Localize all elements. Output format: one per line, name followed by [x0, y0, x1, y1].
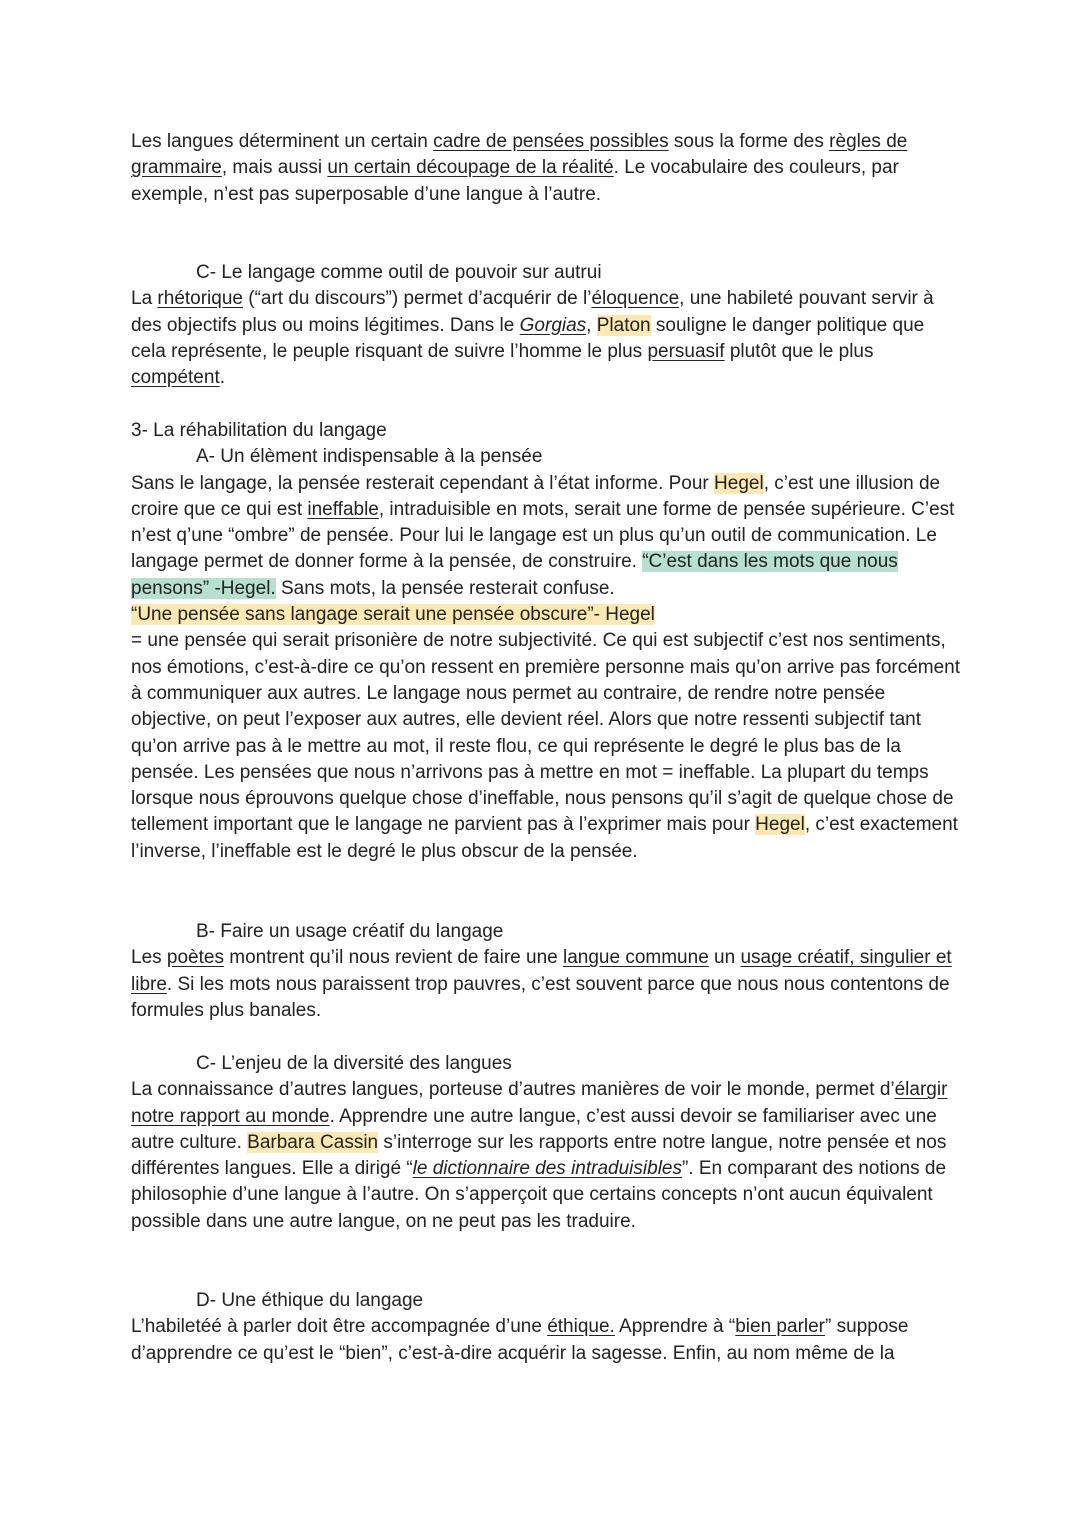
text-run: La connaissance d’autres langues, porteuse d’autres manières de voir le monde, permet d’ [131, 1079, 895, 1101]
section-3a-text [131, 471, 961, 602]
text-run: Les langues déterminent un certain [131, 131, 434, 152]
text-run: souligne le danger politique que cela représente, le peuple risquant de suivre l’homme le plus [131, 314, 925, 362]
section-2c-text [131, 286, 961, 391]
text-run: , une habileté pouvant servir à des objectifs plus ou moins légitimes. Dans le [131, 288, 934, 336]
text-run: Sans mots, la pensée resterait confuse. [275, 577, 615, 599]
section-3c-text [131, 1077, 961, 1235]
section-heading: C- L’enjeu de la diversité des langues [196, 1053, 512, 1074]
text-run: , mais aussi [221, 157, 328, 179]
underlined-term: poètes [166, 947, 224, 969]
underlined-term: rhétorique [157, 288, 243, 310]
section-3a-explanation [131, 628, 961, 865]
section-3b [131, 919, 961, 1024]
underlined-term: bien parler [735, 1316, 826, 1338]
text-run: , [586, 314, 597, 336]
intro-text [131, 129, 961, 208]
underlined-term: un certain découpage de la réalité [327, 157, 614, 179]
highlighted-name: Platon [596, 314, 651, 336]
highlighted-quote: “Une pensée sans langage serait une pensée obscure”- Hegel [131, 604, 655, 626]
section-3 [131, 418, 961, 865]
text-run: plutôt que le plus [724, 340, 874, 362]
underlined-term: cadre de pensées possibles [433, 131, 669, 152]
highlighted-name: Barbara Cassin [247, 1131, 379, 1153]
text-run: montrent qu’il nous revient de faire une [223, 947, 563, 969]
underlined-term: usage créatif, singulier et libre [131, 947, 952, 995]
text-run: La [131, 288, 158, 310]
underlined-term: règles de grammaire [131, 131, 908, 179]
section-heading: C- Le langage comme outil de pouvoir sur autrui [196, 262, 602, 283]
underlined-term: langue commune [563, 947, 709, 969]
intro-paragraph [131, 129, 961, 208]
text-run: Apprendre à “ [614, 1316, 736, 1338]
text-run: un [708, 947, 741, 969]
text-run: s’interroge sur les rapports entre notre langue, notre pensée et nos différentes langues. Elle a dirigé “ [131, 1131, 947, 1180]
text-run: Les [131, 947, 167, 969]
underlined-term: ineffable [307, 498, 379, 520]
section-3d [131, 1288, 961, 1367]
text-run: , c’est exactement l’inverse, l’ineffable est le degré le plus obscur de la pensée. [131, 814, 958, 862]
chapter-heading: 3- La réhabilitation du langage [131, 420, 387, 441]
section-heading: B- Faire un usage créatif du langage [196, 921, 504, 942]
highlighted-name: Hegel [755, 814, 805, 836]
text-run: . [219, 367, 226, 389]
text-run: . Le vocabulaire des couleurs, par exemple, n’est pas superposable d’une langue à l’autre. [131, 157, 899, 205]
text-run: Sans le langage, la pensée resterait cependant à l’état informe. Pour [131, 472, 715, 494]
text-run: (“art du discours”) permet d’acquérir de l’ [242, 288, 592, 310]
book-title: le dictionnaire des intraduisibles [412, 1158, 682, 1180]
text-run: , c’est une illusion de croire que ce qui est [131, 472, 941, 520]
text-run: sous la forme des [668, 131, 830, 152]
underlined-term: éthique. [547, 1316, 615, 1338]
book-title: Gorgias [519, 314, 587, 336]
section-3c [131, 1051, 961, 1235]
text-run: ” suppose d’apprendre ce qu’est le “bien”, c’est-à-dire acquérir la sagesse. Enfin, au nom même de la [131, 1316, 909, 1364]
section-heading: A- Un élèment indispensable à la pensée [196, 446, 543, 468]
text-run: ”. En comparant des notions de philosophie d’une langue à l’autre. On s’apperçoit que certains concepts n’ont aucun équivalent possible dans une autre langue, on ne peut pas les traduire. [131, 1158, 947, 1232]
section-3d-text [131, 1314, 961, 1367]
section-3b-text [131, 945, 961, 1024]
quote-line [131, 602, 961, 628]
text-run: . Si les mots nous paraissent trop pauvres, c’est souvent parce que nous nous contentons de formules plus banales. [131, 973, 950, 1021]
text-run: = une pensée qui serait prisonière de notre subjectivité. Ce qui est subjectif c’est nos sentiments, nos émotions, c’est-à-dire ce qu’on ressent en première personne mais qu’on arrive pas forcément à communiquer aux autres. Le langage nous permet au contraire, de rendre notre pensée objective, on peut l’exposer aux autres, elle devient réel. Alors que notre ressenti subjectif tant qu’on arrive pas à le mettre au mot, il reste flou, ce qui représente le degré le plus bas de la pensée. Les pensées que nous n’arrivons pas à mettre en mot = ineffable. La plupart du temps lorsque nous éprouvons quelque chose d’ineffable, nous pensons qu’il s’agit de quelque chose de tellement important que le langage ne parvient pas à l’exprimer mais pour [131, 630, 961, 836]
highlighted-quote: “C’est dans les mots que nous pensons” -Hegel. [131, 551, 898, 599]
text-run: , intraduisible en mots, serait une forme de pensée supérieure. C’est n’est q’une “ombre” de pensée. Pour lui le langage est un plus qu’un outil de communication. Le langage permet de donner forme à la pensée, de construire. [131, 498, 955, 573]
section-2c [131, 260, 961, 391]
underlined-term: éloquence [591, 288, 680, 310]
underlined-term: élargir notre rapport au monde [131, 1079, 948, 1127]
text-run: . Apprendre une autre langue, c’est aussi devoir se familiariser avec une autre culture. [131, 1105, 937, 1153]
highlighted-name: Hegel [714, 472, 764, 494]
underlined-term: compétent [131, 367, 220, 389]
section-heading: D- Une éthique du langage [196, 1290, 424, 1311]
underlined-term: persuasif [647, 340, 725, 362]
text-run: L’habiletéé à parler doit être accompagnée d’une [131, 1316, 548, 1338]
